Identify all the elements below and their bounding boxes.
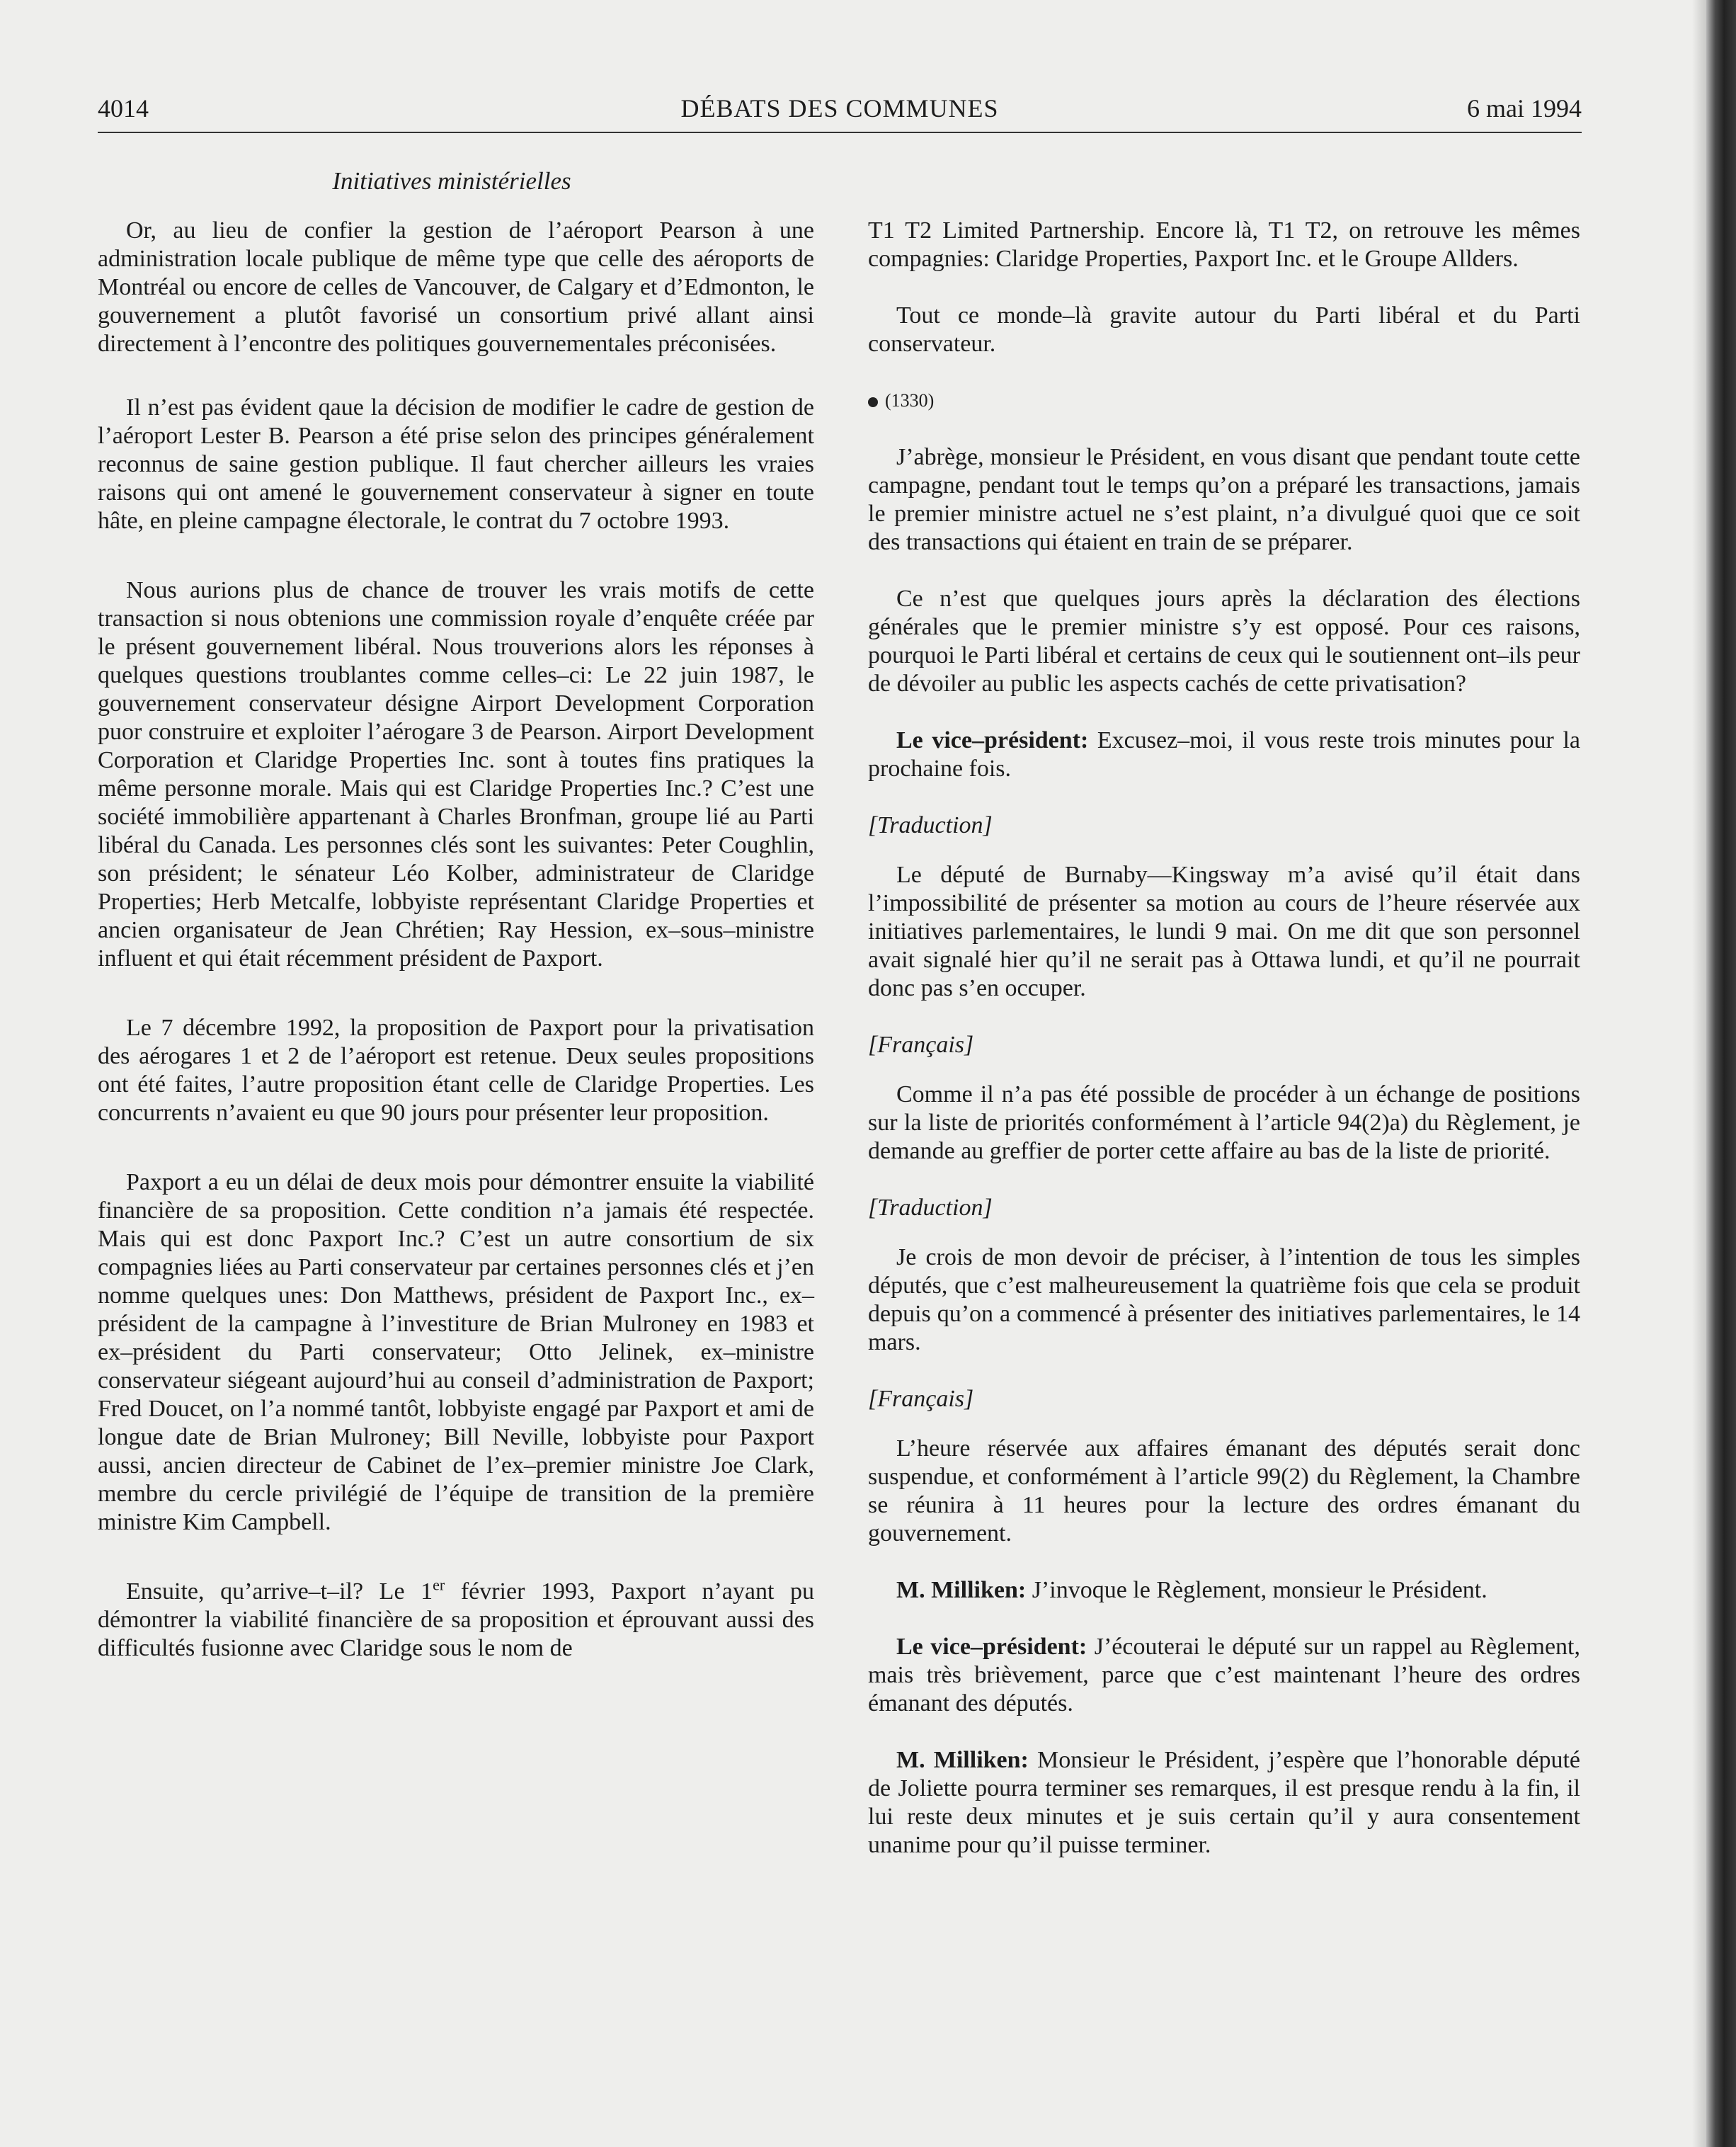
scan-edge <box>1706 0 1736 2147</box>
paragraph: J’abrège, monsieur le Président, en vous disant que pendant toute cette campagne, pendant tout le temps qu’on a préparé les transactions, jamais le premier ministre actuel ne s’est plaint, n’a divulgué quoi que ce soit des transactions qui étaient en train de se préparer. <box>868 444 1580 555</box>
publication-title: DÉBATS DES COMMUNES <box>680 94 999 123</box>
paragraph <box>868 1576 1580 1605</box>
page-header <box>98 93 1582 133</box>
time-label: (1330) <box>885 390 935 411</box>
page-date: 6 mai 1994 <box>1467 94 1582 123</box>
paragraph: Paxport a eu un délai de deux mois pour démontrer ensuite la viabilité financière de sa proposition. Cette condition n’a jamais été respectée. Mais qui est donc Paxport Inc.? C’est un autre consortium de six compagnies liées au Parti conservateur par certaines personnes clés et j’en nomme quelques unes: Don Matthews, président de Paxport Inc., ex–président de la campagne à l’investiture de Brian Mulroney en 1983 et ex–président du Parti conservateur; Otto Jelinek, ex–ministre conservateur siégeant aujourd’hui au conseil d’administration de Paxport; Fred Doucet, on l’a nommé tantôt, lobbyiste engagé par Paxport et ami de longue date de Brian Mulroney; Bill Neville, lobbyiste pour Paxport aussi, ancien directeur de Cabinet de l’ex–premier ministre Joe Clark, membre du cercle privilégié de l’équipe de transition de la première ministre Kim Campbell. <box>98 1169 814 1535</box>
paragraph: Ce n’est que quelques jours après la déclaration des élections générales que le premier ministre s’y est opposé. Pour ces raisons, pourquoi le Parti libéral et certains de ceux qui le soutiennent ont–ils peur de dévoiler au public les aspects cachés de cette privatisation? <box>868 586 1580 697</box>
left-column <box>98 217 814 1704</box>
page-shadow <box>1692 0 1706 2147</box>
paragraph: Le député de Burnaby—Kingsway m’a avisé qu’il était dans l’impossibilité de présenter sa motion au cours de l’heure réservée aux initiatives parlementaires, le lundi 9 mai. On me dit que son personnel avait signalé hier qu’il ne serait pas à Ottawa lundi, et qu’il ne pourrait donc pas s’en occuper. <box>868 862 1580 1001</box>
speech-text: Monsieur le Président, j’espère que l’honorable député de Joliette pourra terminer ses remarques, il est presque rendu à la fin, il lui reste deux minutes et je suis certain qu’il y aura consentement unanime pour qu’il puisse terminer. <box>868 1747 1580 1858</box>
language-marker: [Français] <box>868 1032 974 1058</box>
paragraph: Je crois de mon devoir de préciser, à l’intention de tous les simples députés, que c’est malheureusement la quatrième fois que cela se produit depuis qu’on a commencé à présenter des initiatives parlementaires, le 14 mars. <box>868 1244 1580 1355</box>
superscript: er <box>433 1576 445 1594</box>
section-title: Initiatives ministérielles <box>332 167 571 195</box>
paragraph: Nous aurions plus de chance de trouver les vrais motifs de cette transaction si nous obtenions une commission royale d’enquête créée par le présent gouvernement libéral. Nous trouverions alors les réponses à quelques questions troublantes comme celles–ci: Le 22 juin 1987, le gouvernement conservateur désigne Airport Development Corporation puor construire et exploiter l’aérogare 3 de Pearson. Airport Development Corporation et Claridge Properties Inc. sont à toutes fins pratiques la même personne morale. Mais qui est Claridge Properties Inc.? C’est une société immobilière appartenant à Charles Bronfman, groupe lié au Parti libéral du Canada. Les personnes clés sont les suivantes: Peter Coughlin, son président; le sénateur Léo Kolber, administrateur de Claridge Properties; Herb Metcalfe, lobbyiste représentant Claridge Properties et ancien organisateur de Jean Chrétien; Ray Hession, ex–sous–ministre influent et qui était récemment président de Paxport. <box>98 577 814 972</box>
bullet-icon <box>868 397 878 407</box>
language-marker: [Français] <box>868 1386 974 1412</box>
time-marker <box>868 387 1580 415</box>
paragraph: Il n’est pas évident qaue la décision de modifier le cadre de gestion de l’aéroport Lester B. Pearson a été prise selon des principes généralement reconnus de saine gestion publique. Il faut chercher ailleurs les vraies raisons qui ont amené le gouvernement conservateur à signer en toute hâte, en pleine campagne électorale, le contrat du 7 octobre 1993. <box>98 394 814 534</box>
paragraph <box>868 727 1580 783</box>
page-number: 4014 <box>98 94 149 123</box>
right-column <box>868 217 1580 1888</box>
speaker-name: Le vice–président: <box>896 727 1089 753</box>
paragraph: T1 T2 Limited Partnership. Encore là, T1 T2, on retrouve les mêmes compagnies: Claridge Properties, Paxport Inc. et le Groupe Allders. <box>868 217 1580 272</box>
paragraph <box>98 1578 814 1663</box>
paragraph: Tout ce monde–là gravite autour du Parti libéral et du Parti conservateur. <box>868 302 1580 357</box>
paragraph: Comme il n’a pas été possible de procéder à un échange de positions sur la liste de priorités conformément à l’article 94(2)a) du Règlement, je demande au greffier de porter cette affaire au bas de la liste de priorité. <box>868 1081 1580 1164</box>
speaker-name: Le vice–président: <box>896 1634 1087 1660</box>
language-marker: [Traduction] <box>868 812 993 838</box>
language-marker: [Traduction] <box>868 1195 993 1221</box>
text-run: février 1993, Paxport n’ayant pu démontrer la viabilité financière de sa proposition et éprouvant aussi des difficultés fusionne avec Claridge sous le nom de <box>98 1578 814 1661</box>
speech-text: Excusez–moi, il vous reste trois minutes pour la prochaine fois. <box>868 727 1580 782</box>
speaker-name: M. Milliken: <box>896 1747 1029 1773</box>
paragraph: L’heure réservée aux affaires émanant des députés serait donc suspendue, et conformément à l’article 99(2) du Règlement, la Chambre se réunira à 11 heures pour la lecture des ordres émanant du gouvernement. <box>868 1435 1580 1547</box>
paragraph <box>868 1633 1580 1718</box>
paragraph: Le 7 décembre 1992, la proposition de Paxport pour la privatisation des aérogares 1 et 2 de l’aéroport est retenue. Deux seules propositions ont été faites, l’autre proposition étant celle de Claridge Properties. Les concurrents n’avaient eu que 90 jours pour présenter leur proposition. <box>98 1015 814 1126</box>
text-run: Ensuite, qu’arrive–t–il? Le 1 <box>126 1578 433 1605</box>
paragraph <box>868 1746 1580 1860</box>
speaker-name: M. Milliken: <box>896 1577 1027 1603</box>
speech-text: J’écouterai le député sur un rappel au Règlement, mais très brièvement, parce que c’est maintenant l’heure des ordres émanant des députés. <box>868 1634 1580 1716</box>
header-rule <box>98 132 1582 133</box>
paragraph: Or, au lieu de confier la gestion de l’aéroport Pearson à une administration locale publique de même type que celle des aéroports de Montréal ou encore de celles de Vancouver, de Calgary et d’Edmonton, le gouvernement a plutôt favorisé un consortium privé allant ainsi directement à l’encontre des politiques gouvernementales préconisées. <box>98 217 814 357</box>
speech-text: J’invoque le Règlement, monsieur le Président. <box>1026 1577 1487 1603</box>
